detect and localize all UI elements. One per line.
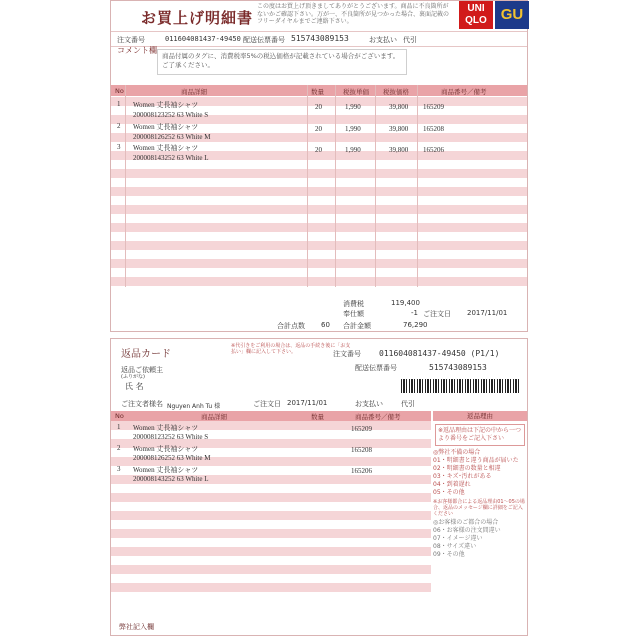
item-price: 39,800: [389, 146, 409, 154]
r-item-code: 200008123252 63 White S: [133, 433, 209, 441]
item-unit: 1,990: [345, 125, 361, 133]
remark-label: 弊社記入欄: [119, 623, 154, 631]
uniqlo-logo-line1: UNI: [467, 3, 485, 14]
comment-text: 商品付属のタグに、消費税率5%の税込価格が記載されている場合がございます。ご了承ください。: [157, 49, 407, 75]
statement-title: お買上げ明細書: [141, 9, 254, 27]
amount-value: 76,290: [403, 321, 428, 329]
rc-pay-label: お支払い: [355, 400, 383, 408]
tax-value: 119,400: [391, 299, 420, 307]
discount-value: -1: [411, 309, 418, 317]
reason-group-b-title: ◎お客様のご都合の場合: [433, 519, 499, 526]
col-qty: 数量: [311, 88, 324, 96]
col-unit: 税抜単価: [343, 88, 369, 96]
order-date-label: ご注文日: [423, 310, 451, 318]
order-date-value: 2017/11/01: [467, 309, 508, 317]
furigana-label: (ふりがな): [121, 374, 145, 380]
reason-group-a-title: ◎弊社不備の場合: [433, 449, 481, 456]
payment-label: お支払い: [369, 36, 397, 44]
r-item-code: 200008143252 63 White L: [133, 475, 209, 483]
r-item-sku: 165208: [351, 446, 372, 454]
r-item-code: 200008126252 63 White M: [133, 454, 211, 462]
col-sku: 商品番号／備考: [441, 88, 487, 96]
reason-intro: ※返品理由は下記の中から一つより番号をご記入下さい: [435, 424, 525, 446]
r-item-name: Women 丈長袖シャツ: [133, 466, 199, 474]
barcode: [401, 379, 521, 393]
name-label: 氏 名: [125, 382, 144, 391]
return-card-title: 返品カード: [121, 349, 171, 360]
item-code: 200008143252 63 White L: [133, 154, 209, 162]
return-table-header: [111, 411, 431, 421]
comment-label: コメント欄: [117, 46, 157, 55]
col-divider: [417, 85, 418, 287]
items-table-header: [111, 85, 527, 96]
reason-b1: 06・お客様の注文間違い: [433, 527, 501, 534]
return-card-note: ※代引きをご利用の場合は、返品の手続き後に「お支払い」欄に記入して下さい。: [231, 343, 351, 355]
reason-b3: 08・サイズ違い: [433, 543, 477, 550]
points-value: 60: [321, 321, 330, 329]
reason-a4: 04・到着遅れ: [433, 481, 471, 488]
reason-a2: 02・明細書の数量と相違: [433, 465, 501, 472]
rc-slip-no: 515743089153: [429, 363, 487, 372]
amount-label: 合計金額: [343, 322, 371, 330]
item-code: 200008126252 63 White M: [133, 133, 211, 141]
item-qty: 20: [315, 103, 322, 111]
rc-date: 2017/11/01: [287, 399, 328, 407]
gu-logo: GU: [495, 1, 529, 29]
item-sku: 165209: [423, 103, 444, 111]
reason-header: 返品理由: [433, 411, 527, 421]
return-reasons: [433, 411, 527, 607]
order-no-label: 注文番号: [117, 36, 145, 44]
points-label: 合計点数: [277, 322, 305, 330]
item-price: 39,800: [389, 103, 409, 111]
r-item-sku: 165209: [351, 425, 372, 433]
col-divider: [335, 85, 336, 287]
customer-name: Nguyen Anh Tu 様: [167, 403, 221, 410]
payment-value: 代引: [403, 36, 417, 44]
item-unit: 1,990: [345, 146, 361, 154]
item-name: Women 丈長袖シャツ: [133, 101, 199, 109]
item-no: 2: [117, 122, 121, 130]
discount-label: 奉仕額: [343, 310, 364, 318]
item-code: 200008123252 63 White S: [133, 111, 209, 119]
customer-label: ご注文者様名: [121, 400, 163, 408]
item-name: Women 丈長袖シャツ: [133, 144, 199, 152]
rc-order-label: 注文番号: [333, 350, 361, 358]
rcol-sku: 商品番号／備考: [355, 413, 401, 421]
rc-pay: 代引: [401, 400, 415, 408]
reason-a5: 05・その他: [433, 489, 465, 496]
col-divider: [125, 85, 126, 287]
uniqlo-logo-line2: QLO: [465, 15, 487, 26]
col-price: 税抜価格: [383, 88, 409, 96]
return-card: [110, 338, 528, 636]
uniqlo-logo: [459, 1, 493, 29]
item-no: 3: [117, 143, 121, 151]
rc-order-no: 011604081437-49450 (P1/1): [379, 349, 500, 358]
rc-slip-label: 配送伝票番号: [355, 364, 397, 372]
tax-label: 消費税: [343, 300, 364, 308]
rc-date-label: ご注文日: [253, 400, 281, 408]
r-item-name: Women 丈長袖シャツ: [133, 445, 199, 453]
reason-b2: 07・イメージ違い: [433, 535, 483, 542]
item-sku: 165208: [423, 125, 444, 133]
rcol-no: No: [115, 412, 124, 420]
r-item-name: Women 丈長袖シャツ: [133, 424, 199, 432]
col-detail: 商品詳細: [181, 88, 207, 96]
reason-mid: ※お客様都合による返品理由01～05の場合、返品のメッセージ欄に詳細をご記入ください: [433, 499, 525, 517]
reason-b4: 09・その他: [433, 551, 465, 558]
r-item-sku: 165206: [351, 467, 372, 475]
r-item-no: 3: [117, 465, 121, 473]
order-info-row: [111, 31, 527, 47]
slip-no: 515743089153: [291, 34, 349, 43]
item-qty: 20: [315, 146, 322, 154]
item-no: 1: [117, 100, 121, 108]
item-unit: 1,990: [345, 103, 361, 111]
item-qty: 20: [315, 125, 322, 133]
item-name: Women 丈長袖シャツ: [133, 123, 199, 131]
order-no: 011604081437-49450: [165, 35, 241, 43]
r-item-no: 2: [117, 444, 121, 452]
slip-no-label: 配送伝票番号: [243, 36, 285, 44]
statement-notice: この度はお買上げ頂きましてありがとうございます。商品に不良箇所がないかご確認下さい。万が一、不良箇所が見つかった場合、裏面記載のフリーダイヤルまでご連絡下さい。: [257, 3, 450, 25]
rcol-qty: 数量: [311, 413, 324, 421]
r-item-no: 1: [117, 423, 121, 431]
item-price: 39,800: [389, 125, 409, 133]
requester-label: 返品ご依頼主: [121, 366, 163, 374]
item-sku: 165206: [423, 146, 444, 154]
reason-a1: 01・明細書と違う商品が届いた: [433, 457, 519, 464]
purchase-statement: [110, 0, 528, 332]
col-no: No: [115, 87, 124, 95]
reason-a3: 03・キズ･汚れがある: [433, 473, 492, 480]
col-divider: [375, 85, 376, 287]
rcol-detail: 商品詳細: [201, 413, 227, 421]
col-divider: [307, 85, 308, 287]
